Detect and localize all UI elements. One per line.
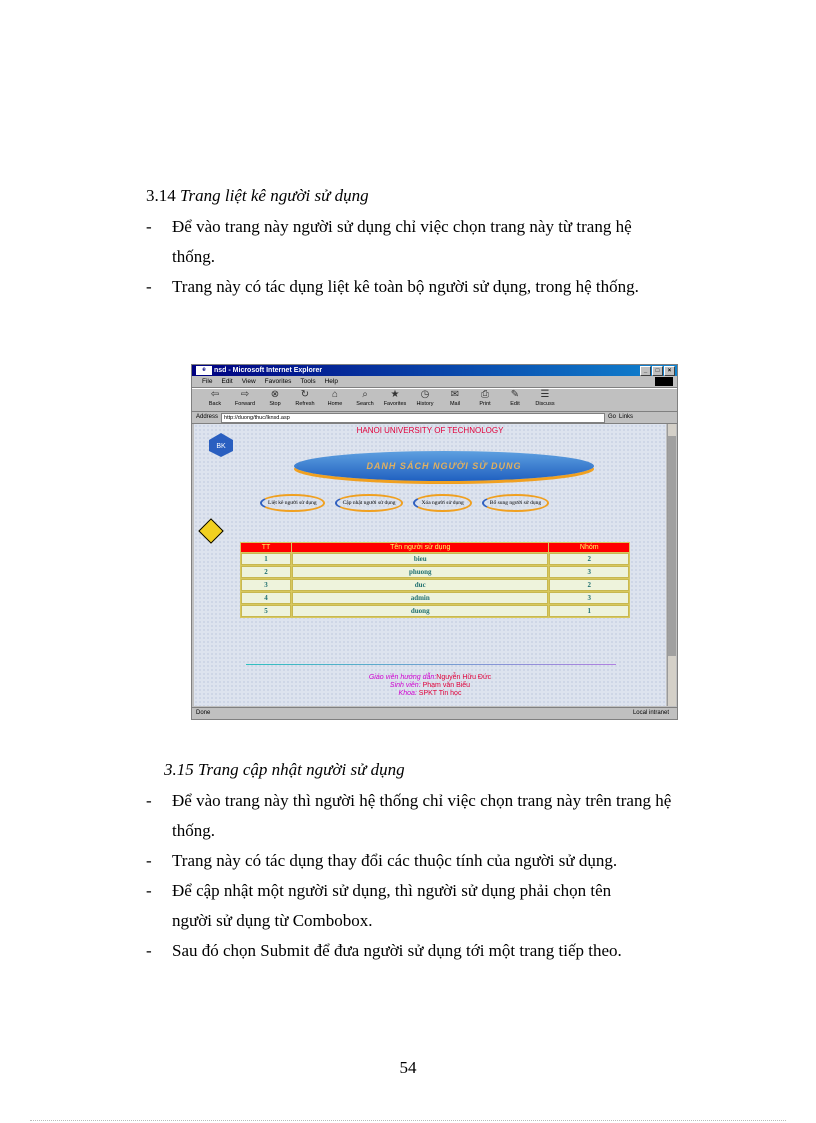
favorites-button[interactable]: ★ Favorites xyxy=(380,389,410,411)
section-number: 3.15 xyxy=(164,760,194,779)
section-number: 3.14 xyxy=(146,186,176,205)
home-button[interactable]: ⌂ Home xyxy=(320,389,350,411)
mail-icon: ✉ xyxy=(450,389,460,400)
col-tt: TT xyxy=(241,543,291,552)
ie-icon: e xyxy=(196,366,212,375)
history-button[interactable]: ◷ History xyxy=(410,389,440,411)
col-username: Tên người sử dụng xyxy=(292,543,548,552)
table-row: 4 admin 3 xyxy=(241,592,629,604)
stop-icon: ⊗ xyxy=(270,389,280,400)
status-zone: Local intranet xyxy=(632,710,669,716)
divider xyxy=(246,664,616,665)
toolbar xyxy=(192,388,677,412)
home-icon: ⌂ xyxy=(331,389,339,400)
bullet-item: - Trang này có tác dụng thay đổi các thuộc tính của người sử dụng. xyxy=(146,846,706,876)
nav-delete-user[interactable]: Xóa người sử dụng xyxy=(413,494,471,512)
discuss-button[interactable]: ☰ Discuss xyxy=(530,389,560,411)
table-row: 2 phuong 3 xyxy=(241,566,629,578)
bullet-text-cont: thống. xyxy=(172,247,215,266)
mail-button[interactable]: ✉ Mail xyxy=(440,389,470,411)
users-table xyxy=(240,542,630,618)
web-content xyxy=(194,424,666,706)
bullet-item: - Để cập nhật một người sử dụng, thì người sử dụng phải chọn tên người sử dụng từ Combobox. xyxy=(146,876,706,936)
browser-titlebar xyxy=(192,365,677,376)
stop-button[interactable]: ⊗ Stop xyxy=(260,389,290,411)
bullet-text: Để vào trang này người sử dụng chỉ việc chọn trang này từ trang hệ xyxy=(172,217,632,236)
minimize-icon[interactable]: _ xyxy=(640,366,651,376)
walk-sign-icon[interactable] xyxy=(198,518,223,543)
nav-add-user[interactable]: Bổ sung người sử dụng xyxy=(482,494,549,512)
student-name: Phạm văn Biểu xyxy=(420,682,471,689)
maximize-icon[interactable]: □ xyxy=(652,366,663,376)
print-button[interactable]: ⎙ Print xyxy=(470,389,500,411)
menu-view[interactable]: View xyxy=(241,378,256,385)
status-done: Done xyxy=(196,710,211,716)
table-row: 1 bieu 2 xyxy=(241,553,629,565)
menu-bar xyxy=(192,376,677,388)
student-label: Sinh viên: xyxy=(389,682,421,689)
dept-name: SPKT Tin học xyxy=(416,690,462,697)
bullet-item: - Để vào trang này thì người hệ thống chỉ việc chọn trang này trên trang hệ thống. xyxy=(146,786,706,846)
forward-button[interactable]: ⇨ Forward xyxy=(230,389,260,411)
page-bottom-divider xyxy=(30,1120,786,1121)
page-banner: DANH SÁCH NGƯỜI SỬ DỤNG xyxy=(294,451,594,481)
menu-tools[interactable]: Tools xyxy=(300,378,316,385)
scroll-thumb[interactable] xyxy=(668,436,676,656)
dept-label: Khoa: xyxy=(398,690,417,697)
bullet-text: Trang này có tác dụng liệt kê toàn bộ người sử dụng, trong hệ thống. xyxy=(172,277,639,296)
edit-button[interactable]: ✎ Edit xyxy=(500,389,530,411)
logo-text: BK xyxy=(216,443,226,450)
section-heading-3-15 xyxy=(164,760,405,780)
menu-edit[interactable]: Edit xyxy=(221,378,233,385)
print-icon: ⎙ xyxy=(481,389,489,400)
bullet-item: - Trang này có tác dụng liệt kê toàn bộ người sử dụng, trong hệ thống. xyxy=(146,272,706,302)
back-icon: ⇦ xyxy=(210,389,220,400)
windows-logo-icon xyxy=(655,377,673,386)
edit-icon: ✎ xyxy=(510,389,520,400)
browser-title: nsd - Microsoft Internet Explorer xyxy=(214,367,323,374)
bullet-text-cont: người sử dụng từ Combobox. xyxy=(172,911,373,930)
bullet-text-cont: thống. xyxy=(172,821,215,840)
discuss-icon: ☰ xyxy=(540,389,550,400)
forward-icon: ⇨ xyxy=(240,389,250,400)
browser-window xyxy=(191,364,678,720)
bullet-item: - Để vào trang này người sử dụng chỉ việc chọn trang này từ trang hệ thống. xyxy=(146,212,706,272)
go-button[interactable]: Go xyxy=(608,414,617,420)
page-number: 54 xyxy=(399,1058,417,1077)
menu-file[interactable]: File xyxy=(202,378,213,385)
address-label: Address xyxy=(196,414,219,420)
bullet-text: Để vào trang này thì người hệ thống chỉ việc chọn trang này trên trang hệ xyxy=(172,791,672,810)
bk-logo-icon xyxy=(208,432,234,458)
bullet-item: - Sau đó chọn Submit để đưa người sử dụng tới một trang tiếp theo. xyxy=(146,936,706,966)
close-icon[interactable]: × xyxy=(664,366,675,376)
section-title: Trang liệt kê người sử dụng xyxy=(180,186,369,205)
nav-list-users[interactable]: Liệt kê người sử dụng xyxy=(260,494,325,512)
history-icon: ◷ xyxy=(420,389,430,400)
vertical-scrollbar[interactable] xyxy=(667,424,676,706)
address-input[interactable]: http://duong/thuc/lknsd.asp xyxy=(221,413,605,423)
bullet-text: Sau đó chọn Submit để đưa người sử dụng tới một trang tiếp theo. xyxy=(172,941,622,960)
back-button[interactable]: ⇦ Back xyxy=(200,389,230,411)
status-bar xyxy=(192,707,677,719)
bullet-text: Để cập nhật một người sử dụng, thì người sử dụng phải chọn tên xyxy=(172,881,612,900)
col-group: Nhóm xyxy=(549,543,629,552)
page-footer xyxy=(194,674,666,698)
section-heading-3-14 xyxy=(146,186,369,206)
university-name: HANOI UNIVERSITY OF TECHNOLOGY xyxy=(356,426,504,435)
refresh-button[interactable]: ↻ Refresh xyxy=(290,389,320,411)
links-button[interactable]: Links xyxy=(619,414,634,420)
refresh-icon: ↻ xyxy=(300,389,310,400)
nav-links xyxy=(260,494,549,512)
favorites-icon: ★ xyxy=(390,389,400,400)
teacher-label: Giáo viên hướng dẫn: xyxy=(368,674,437,681)
search-button[interactable]: ⌕ Search xyxy=(350,389,380,411)
menu-help[interactable]: Help xyxy=(324,378,338,385)
section-title: Trang cập nhật người sử dụng xyxy=(198,760,405,779)
bullet-text: Trang này có tác dụng thay đổi các thuộc tính của người sử dụng. xyxy=(172,851,618,870)
address-bar xyxy=(192,412,677,424)
table-row: 3 duc 2 xyxy=(241,579,629,591)
search-icon: ⌕ xyxy=(362,389,368,400)
teacher-name: Nguyễn Hữu Đức xyxy=(436,674,492,681)
nav-update-user[interactable]: Cập nhật người sử dụng xyxy=(335,494,404,512)
table-row: 5 duong 1 xyxy=(241,605,629,617)
menu-favorites[interactable]: Favorites xyxy=(264,378,292,385)
